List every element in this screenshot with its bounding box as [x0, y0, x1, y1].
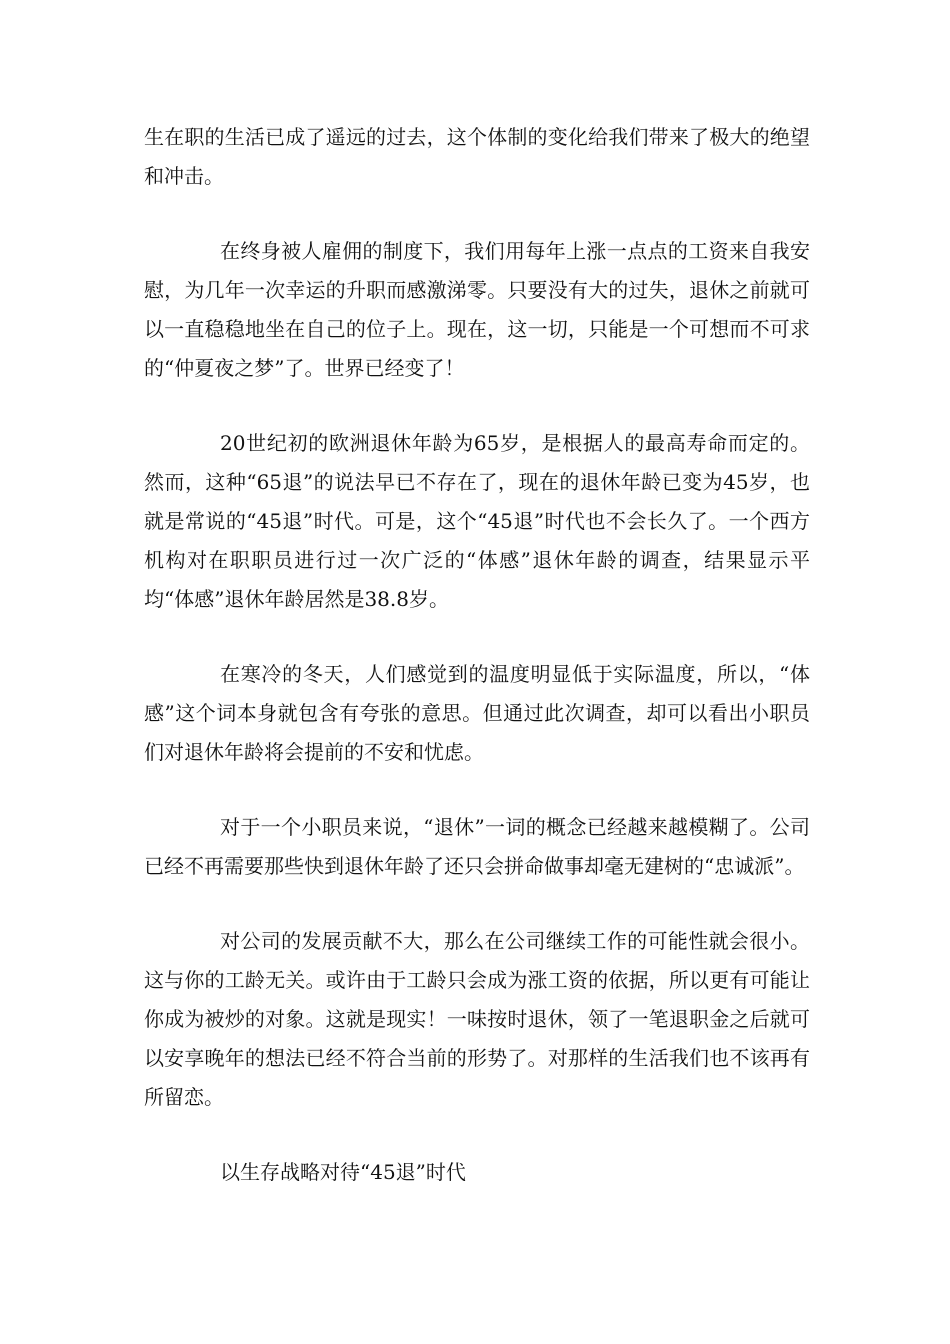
paragraph-2: 在终身被人雇佣的制度下，我们用每年上涨一点点的工资来自我安慰，为几年一次幸运的升职而感激涕零。只要没有大的过失，退休之前就可以一直稳稳地坐在自己的位子上。现在，这一切，只能是一个可想而不可求的“仲夏夜之梦”了。世界已经变了！: [144, 239, 810, 380]
paragraph-6: 对公司的发展贡献不大，那么在公司继续工作的可能性就会很小。这与你的工龄无关。或许由于工龄只会成为涨工资的依据，所以更有可能让你成为被炒的对象。这就是现实！一味按时退休，领了一笔退职金之后就可以安享晚年的想法已经不符合当前的形势了。对那样的生活我们也不该再有所留恋。: [144, 929, 810, 1109]
paragraph-5: 对于一个小职员来说，“退休”一词的概念已经越来越模糊了。公司已经不再需要那些快到退休年龄了还只会拼命做事却毫无建树的“忠诚派”。: [144, 815, 810, 878]
section-heading: 以生存战略对待“45退”时代: [220, 1160, 466, 1184]
paragraph-3: 20世纪初的欧洲退休年龄为65岁，是根据人的最高寿命而定的。然而，这种“65退”的说法早已不存在了，现在的退休年龄已变为45岁，也就是常说的“45退”时代。可是，这个“45退”时代也不会长久了。一个西方机构对在职职员进行过一次广泛的“体感”退休年龄的调查，结果显示平均“体感”退休年龄居然是38.8岁。: [144, 431, 810, 611]
document-body: [144, 118, 810, 1228]
paragraph-1: 生在职的生活已成了遥远的过去，这个体制的变化给我们带来了极大的绝望和冲击。: [144, 125, 810, 188]
paragraph-4: 在寒冷的冬天，人们感觉到的温度明显低于实际温度，所以，“体感”这个词本身就包含有夸张的意思。但通过此次调查，却可以看出小职员们对退休年龄将会提前的不安和忧虑。: [144, 662, 810, 764]
